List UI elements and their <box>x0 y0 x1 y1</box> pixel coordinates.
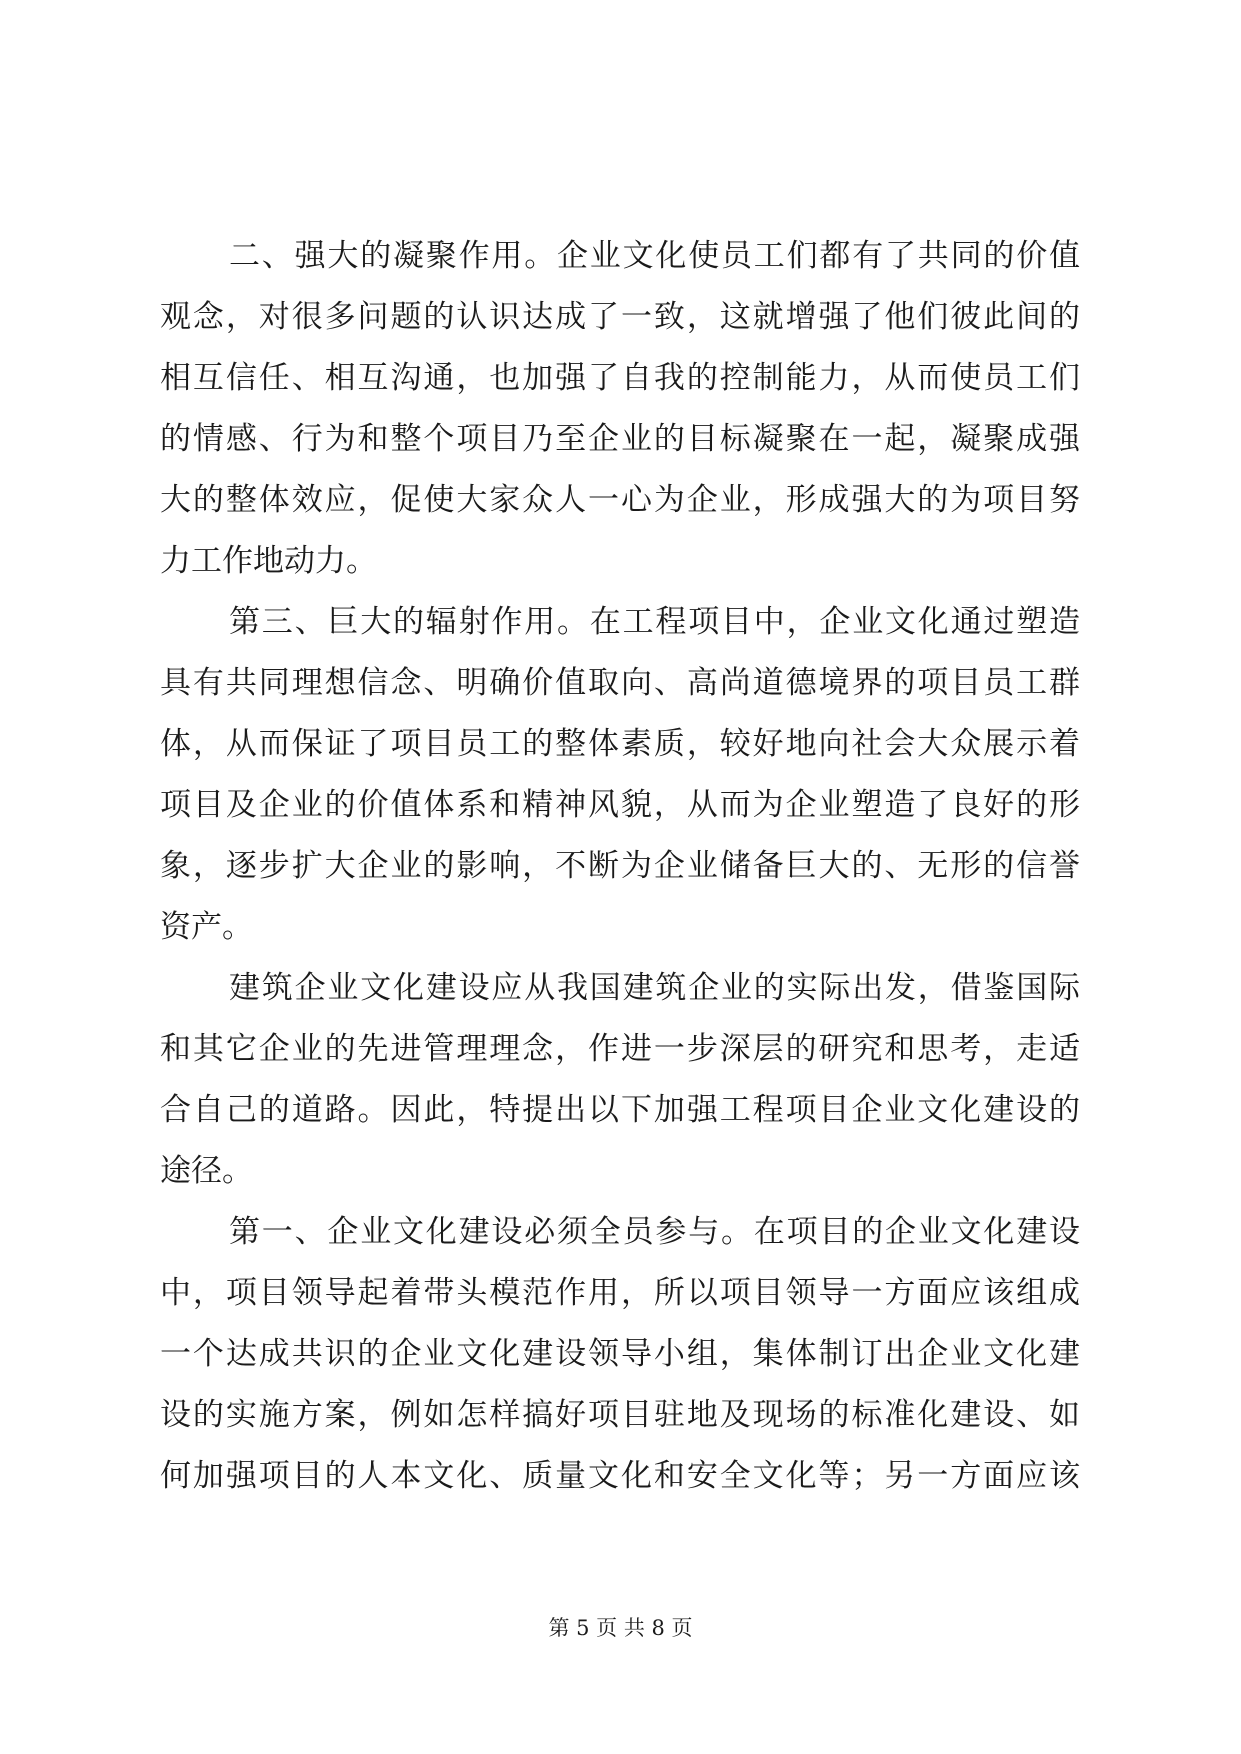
paragraph <box>160 1202 1080 1507</box>
text-line: 和其它企业的先进管理理念，作进一步深层的研究和思考，走适 <box>160 1031 1080 1067</box>
text-line: 象，逐步扩大企业的影响，不断为企业储备巨大的、无形的信誉 <box>160 848 1080 884</box>
text-line: 二、强大的凝聚作用。企业文化使员工们都有了共同的价值 <box>229 238 1080 274</box>
text-line: 相互信任、相互沟通，也加强了自我的控制能力，从而使员工们 <box>160 360 1080 396</box>
page-number-footer: 第 5 页 共 8 页 <box>548 1616 693 1640</box>
text-line: 途径。 <box>160 1153 253 1189</box>
text-line: 资产。 <box>160 909 253 945</box>
text-line: 项目及企业的价值体系和精神风貌，从而为企业塑造了良好的形 <box>160 787 1080 823</box>
text-line: 设的实施方案，例如怎样搞好项目驻地及现场的标准化建设、如 <box>160 1397 1080 1433</box>
text-line: 力工作地动力。 <box>160 543 377 579</box>
text-line: 第一、企业文化建设必须全员参与。在项目的企业文化建设 <box>229 1214 1080 1250</box>
text-line: 建筑企业文化建设应从我国建筑企业的实际出发，借鉴国际 <box>229 970 1080 1006</box>
text-line: 一个达成共识的企业文化建设领导小组，集体制订出企业文化建 <box>160 1336 1080 1372</box>
document-body <box>160 226 1080 1507</box>
text-line: 具有共同理想信念、明确价值取向、高尚道德境界的项目员工群 <box>160 665 1080 701</box>
text-line: 观念，对很多问题的认识达成了一致，这就增强了他们彼此间的 <box>160 299 1080 335</box>
paragraph <box>160 592 1080 958</box>
text-line: 合自己的道路。因此，特提出以下加强工程项目企业文化建设的 <box>160 1092 1080 1128</box>
text-line: 体，从而保证了项目员工的整体素质，较好地向社会大众展示着 <box>160 726 1080 762</box>
paragraph <box>160 958 1080 1202</box>
text-line: 大的整体效应，促使大家众人一心为企业，形成强大的为项目努 <box>160 482 1080 518</box>
text-line: 第三、巨大的辐射作用。在工程项目中，企业文化通过塑造 <box>229 604 1080 640</box>
text-line: 何加强项目的人本文化、质量文化和安全文化等；另一方面应该 <box>160 1458 1080 1494</box>
text-line: 中，项目领导起着带头模范作用，所以项目领导一方面应该组成 <box>160 1275 1080 1311</box>
text-line: 的情感、行为和整个项目乃至企业的目标凝聚在一起，凝聚成强 <box>160 421 1080 457</box>
paragraph <box>160 226 1080 592</box>
